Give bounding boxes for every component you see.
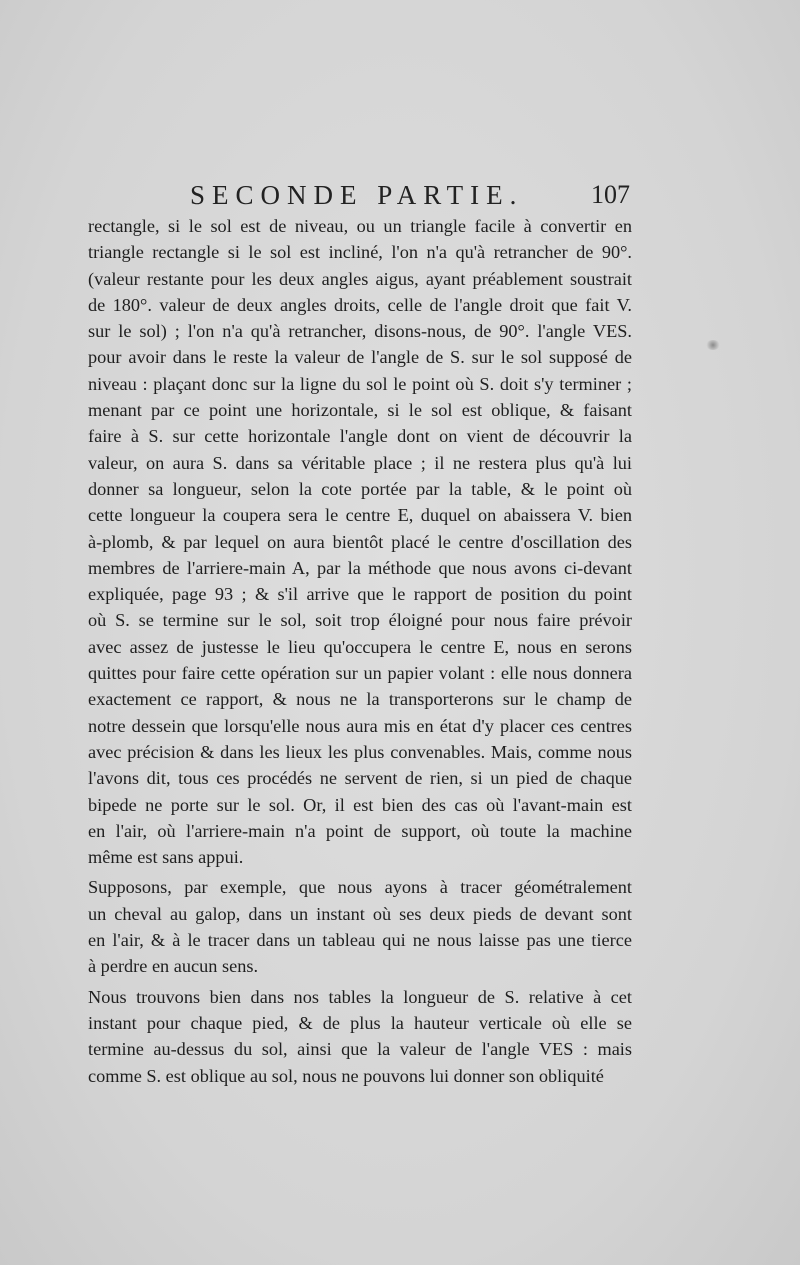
page-header <box>190 180 630 210</box>
text-line: pour avoir dans le reste la valeur de l'angle de S. sur le sol supposé de <box>88 347 632 368</box>
text-line: donner sa longueur, selon la cote portée par la table, & le point où <box>88 478 632 499</box>
text-line: cette longueur la coupera sera le centre E, duquel on abaissera V. bien <box>88 505 632 526</box>
text-line: sur le sol) ; l'on n'a qu'à retrancher, disons-nous, de 90°. l'angle VES. <box>88 321 632 342</box>
text-line: un cheval au galop, dans un instant où ses deux pieds de devant sont <box>88 903 632 924</box>
text-line: membres de l'arriere-main A, par la méthode que nous avons ci-devant <box>88 557 632 578</box>
running-title: SECONDE PARTIE. <box>190 180 524 210</box>
text-line: instant pour chaque pied, & de plus la hauteur verticale où elle se <box>88 1012 632 1033</box>
body-text <box>88 213 632 1089</box>
text-line: (valeur restante pour les deux angles aigus, ayant préablement soustrait <box>88 268 632 289</box>
text-line: Nous trouvons bien dans nos tables la longueur de S. relative à cet <box>88 986 632 1007</box>
text-line: notre dessein que lorsqu'elle nous aura mis en état d'y placer ces centres <box>88 715 632 736</box>
text-line: bipede ne porte sur le sol. Or, il est bien des cas où l'avant-main est <box>88 794 632 815</box>
text-line: l'avons dit, tous ces procédés ne servent de rien, si un pied de chaque <box>88 768 632 789</box>
text-line: de 180°. valeur de deux angles droits, celle de l'angle droit que fait V. <box>88 294 632 315</box>
paragraph <box>88 213 632 870</box>
text-line: exactement ce rapport, & nous ne la transporterons sur le champ de <box>88 689 632 710</box>
paragraph <box>88 984 632 1089</box>
text-line: menant par ce point une horizontale, si le sol est oblique, & faisant <box>88 400 632 421</box>
text-line: termine au-dessus du sol, ainsi que la valeur de l'angle VES : mais <box>88 1039 632 1060</box>
text-line: avec précision & dans les lieux les plus convenables. Mais, comme nous <box>88 741 632 762</box>
text-line: même est sans appui. <box>88 847 244 868</box>
text-line: à perdre en aucun sens. <box>88 956 259 977</box>
page-number: 107 <box>591 180 630 209</box>
text-line: avec assez de justesse le lieu qu'occupera le centre E, nous en serons <box>88 636 632 657</box>
text-line: niveau : plaçant donc sur la ligne du sol le point où S. doit s'y terminer ; <box>88 373 632 394</box>
text-line: quittes pour faire cette opération sur un papier volant : elle nous donnera <box>88 663 632 684</box>
text-line: expliquée, page 93 ; & s'il arrive que le rapport de position du point <box>88 584 632 605</box>
text-line: en l'air, & à le tracer dans un tableau qui ne nous laisse pas une tierce <box>88 930 632 951</box>
text-line: rectangle, si le sol est de niveau, ou un triangle facile à convertir en <box>88 216 632 236</box>
paragraph <box>88 874 632 979</box>
text-line: Supposons, par exemple, que nous ayons à tracer géométralement <box>88 877 632 898</box>
text-line: faire à S. sur cette horizontale l'angle dont on vient de découvrir la <box>88 426 632 447</box>
text-line: comme S. est oblique au sol, nous ne pouvons lui donner son obliquité <box>88 1065 604 1086</box>
text-line: à-plomb, & par lequel on aura bientôt placé le centre d'oscillation des <box>88 531 632 552</box>
text-line: où S. se termine sur le sol, soit trop éloigné pour nous faire prévoir <box>88 610 632 631</box>
text-line: valeur, on aura S. dans sa véritable place ; il ne restera plus qu'à lui <box>88 452 632 473</box>
paper-blemish <box>706 340 720 350</box>
text-line: triangle rectangle si le sol est incliné, l'on n'a qu'à retrancher de 90°. <box>88 242 632 263</box>
text-line: en l'air, où l'arriere-main n'a point de support, où toute la machine <box>88 820 632 841</box>
